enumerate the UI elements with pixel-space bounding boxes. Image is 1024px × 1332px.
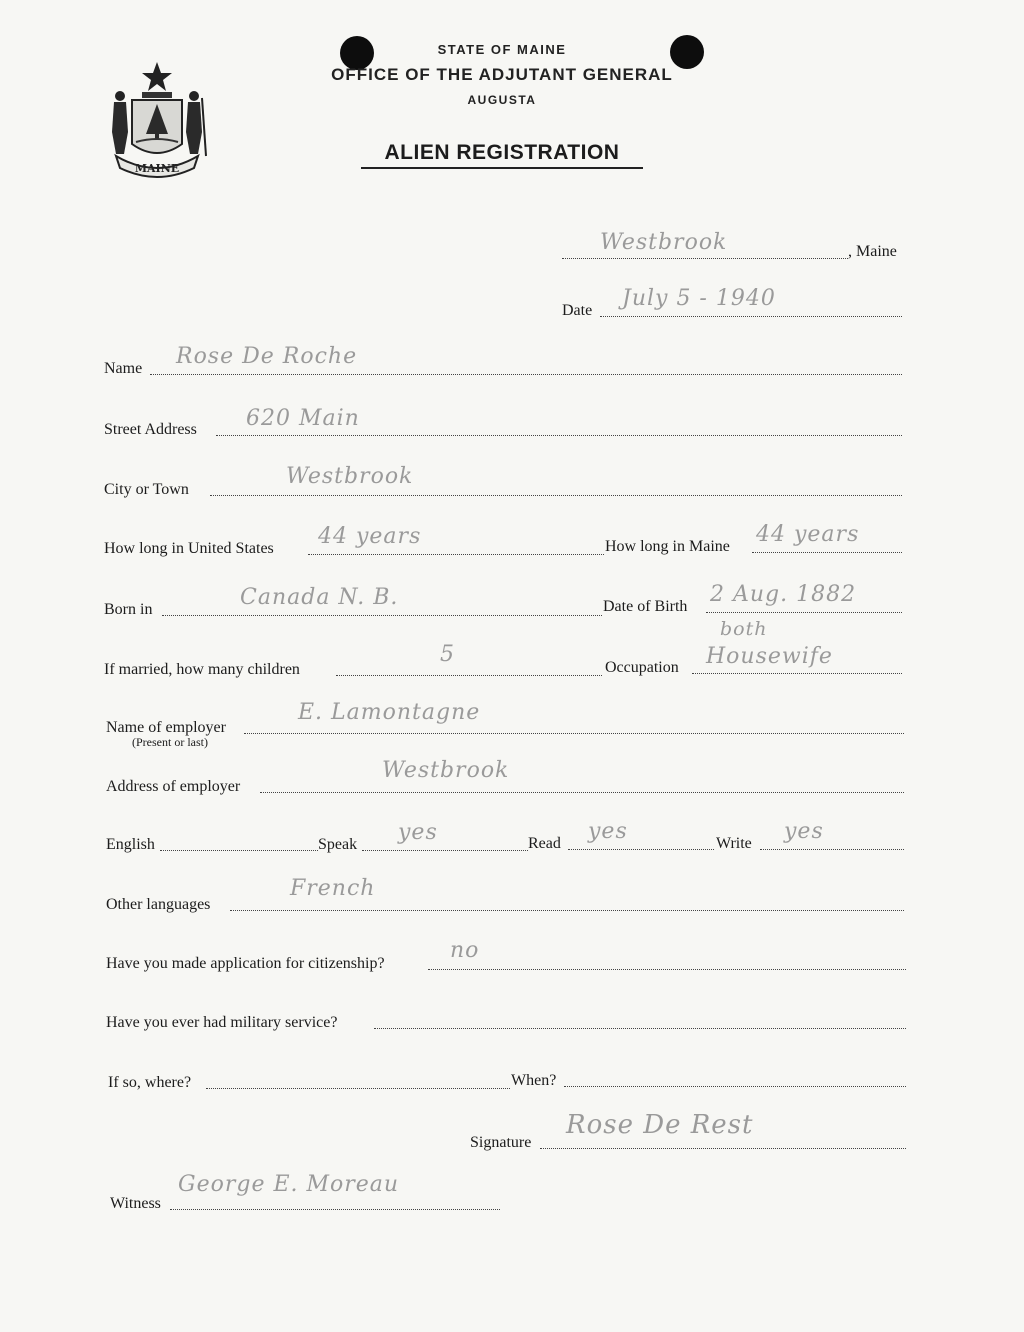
name-label: Name [104, 360, 143, 377]
english-line [160, 850, 318, 851]
born-in-line [162, 615, 602, 616]
name-value: Rose De Roche [176, 344, 358, 369]
other-languages-value: French [290, 876, 376, 901]
speak-line [362, 850, 528, 851]
signature-value: Rose De Rest [566, 1110, 754, 1140]
where-line [206, 1088, 510, 1089]
header-office: OFFICE OF THE ADJUTANT GENERAL [331, 65, 673, 84]
employer-label: Name of employer [106, 719, 226, 736]
occupation-label: Occupation [605, 659, 679, 676]
street-line [216, 435, 902, 436]
citizenship-value: no [450, 938, 480, 963]
how-long-us-value: 44 years [318, 524, 422, 549]
employer-address-label: Address of employer [106, 778, 241, 795]
place-suffix: , Maine [848, 243, 897, 260]
how-long-maine-line [752, 552, 902, 553]
other-languages-label: Other languages [106, 896, 211, 913]
how-long-us-line [308, 554, 604, 555]
read-value: yes [588, 819, 628, 844]
write-label: Write [716, 835, 752, 852]
header-state: STATE OF MAINE [437, 42, 567, 57]
name-line [150, 374, 902, 375]
how-long-maine-label: How long in Maine [605, 538, 730, 555]
born-in-value: Canada N. B. [240, 585, 399, 610]
header-city: AUGUSTA [467, 93, 537, 107]
how-long-maine-value: 44 years [756, 522, 860, 547]
street-value: 620 Main [246, 406, 360, 431]
employer-address-value: Westbrook [382, 758, 510, 783]
svg-text:MAINE: MAINE [134, 162, 180, 175]
city-value: Westbrook [286, 464, 414, 489]
signature-label: Signature [470, 1134, 532, 1151]
dob-value: 2 Aug. 1882 [710, 582, 857, 607]
date-label: Date [562, 302, 593, 319]
children-label: If married, how many children [104, 661, 300, 678]
when-label: When? [511, 1072, 557, 1089]
occupation-line [692, 673, 902, 674]
speak-value: yes [398, 820, 438, 845]
occupation-value: Housewife [706, 644, 833, 669]
write-value: yes [784, 819, 824, 844]
children-line [336, 675, 602, 676]
military-label: Have you ever had military service? [106, 1014, 338, 1031]
witness-label: Witness [110, 1195, 161, 1212]
children-value: 5 [440, 642, 455, 667]
born-in-label: Born in [104, 601, 153, 618]
speak-label: Speak [318, 836, 358, 853]
read-line [568, 849, 714, 850]
city-label: City or Town [104, 481, 189, 498]
military-line [374, 1028, 906, 1029]
dob-note: both [720, 618, 768, 640]
witness-value: George E. Moreau [178, 1172, 400, 1197]
english-label: English [106, 836, 155, 853]
citizenship-line [428, 969, 906, 970]
dob-label: Date of Birth [603, 598, 688, 615]
when-line [564, 1086, 906, 1087]
employer-sublabel: (Present or last) [132, 735, 208, 749]
date-line [600, 316, 902, 317]
city-line [210, 495, 902, 496]
other-languages-line [230, 910, 904, 911]
citizenship-label: Have you made application for citizenship? [106, 955, 385, 972]
place-value: Westbrook [600, 230, 728, 255]
write-line [760, 849, 904, 850]
employer-line [244, 733, 904, 734]
read-label: Read [528, 835, 561, 852]
employer-value: E. Lamontagne [298, 700, 481, 725]
form-title: ALIEN REGISTRATION [361, 141, 643, 169]
signature-line [540, 1148, 906, 1149]
employer-address-line [260, 792, 904, 793]
witness-line [170, 1209, 500, 1210]
how-long-us-label: How long in United States [104, 540, 274, 557]
street-label: Street Address [104, 421, 197, 438]
date-value: July 5 - 1940 [622, 286, 776, 311]
place-line [562, 258, 848, 259]
where-label: If so, where? [108, 1074, 192, 1091]
dob-line [706, 612, 902, 613]
